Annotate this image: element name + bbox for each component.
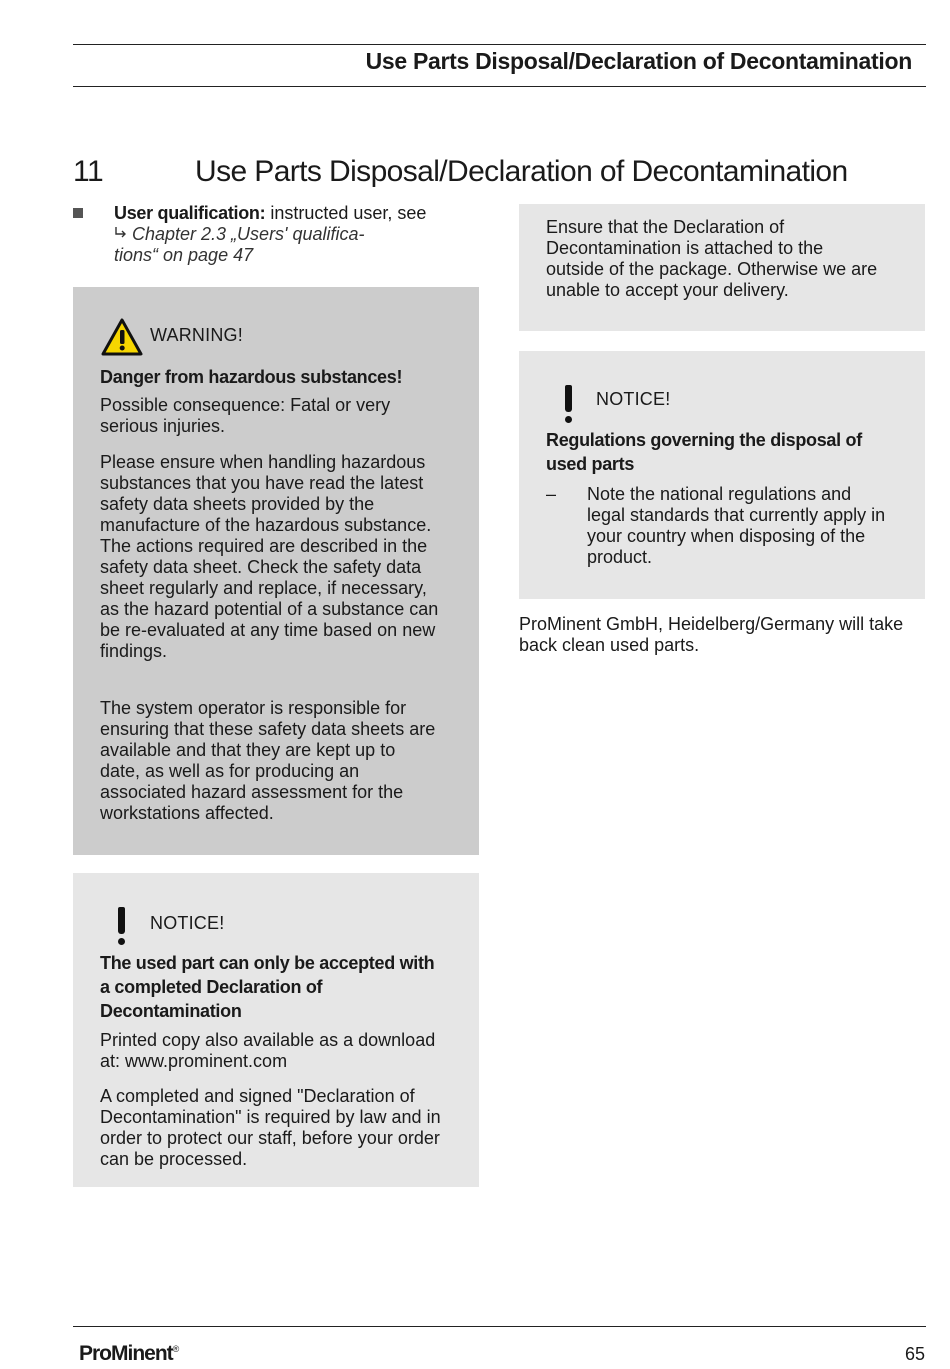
square-bullet-icon <box>73 208 83 218</box>
logo-text: ProMinent <box>79 1342 173 1365</box>
user-qualification <box>73 203 473 266</box>
running-header: Use Parts Disposal/Declaration of Decontamination <box>365 48 912 74</box>
exclamation-icon <box>565 385 573 423</box>
logo-mark: ® <box>172 1344 180 1354</box>
notice-right-item-text: Note the national regulations and legal standards that currently apply in your country when disposing of the product. <box>587 484 886 567</box>
notice-box-left <box>73 873 479 1187</box>
exclamation-icon <box>118 907 126 945</box>
link-arrow-icon <box>114 224 132 245</box>
closing-text: ProMinent GmbH, Heidelberg/Germany will take back clean used parts. <box>519 614 904 655</box>
page-number: 65 <box>904 1344 925 1364</box>
header-bottom-rule <box>73 86 926 87</box>
notice-box-right <box>519 351 925 599</box>
warning-consequence: Possible consequence: Fatal or very serious injuries. <box>100 395 391 436</box>
notice-right-signal-word: NOTICE! <box>596 389 671 409</box>
notice-left-paragraph-2: A completed and signed "Declaration of Decontamination" is required by law and in order to protect our staff, before your order can be processed. <box>100 1086 441 1169</box>
notice-right-list-item <box>546 484 886 568</box>
user-qualification-label: User qualification: <box>114 203 266 223</box>
notice-left-paragraph-1: Printed copy also available as a download at: www.prominent.com <box>100 1030 436 1071</box>
notice-left-heading: The used part can only be accepted with a completed Declaration of Decontamination <box>100 953 435 1021</box>
chapter-number: 11 <box>73 155 104 188</box>
header-top-rule <box>73 44 926 45</box>
warning-paragraph-1: Please ensure when handling hazardous substances that you have read the latest safety data sheets provided by the manufacture of the hazardous substance. The actions required are described in the safety data sheet. Check the safety data sheet regularly and replace, if necessary, as the hazard potential of a substance can be re-evaluated at any time based on new findings. <box>100 452 439 661</box>
warning-box <box>73 287 479 855</box>
declaration-info-box <box>519 204 925 331</box>
footer-rule <box>73 1326 926 1327</box>
notice-left-signal-word: NOTICE! <box>150 913 225 933</box>
chapter-link-line1[interactable]: Chapter 2.3 „Users' qualifica- <box>132 224 365 244</box>
warning-heading: Danger from hazardous substances! <box>100 367 403 387</box>
user-qualification-text: instructed user, see <box>265 203 427 223</box>
notice-right-heading: Regulations governing the disposal of used parts <box>546 430 862 474</box>
declaration-info-text: Ensure that the Declaration of Decontamination is attached to the outside of the package. Otherwise we are unable to accept your delivery. <box>546 217 878 300</box>
warning-signal-word: WARNING! <box>150 325 243 345</box>
warning-paragraph-2: The system operator is responsible for ensuring that these safety data sheets are available and that they are kept up to date, as well as for producing an associated hazard assessment for the workstations affected. <box>100 698 436 823</box>
chapter-title: Use Parts Disposal/Declaration of Decontamination <box>195 155 848 188</box>
warning-triangle-icon <box>100 317 144 362</box>
list-dash: – <box>546 484 557 504</box>
chapter-link-line2[interactable]: tions“ on page 47 <box>114 245 254 265</box>
prominent-logo <box>79 1342 179 1366</box>
